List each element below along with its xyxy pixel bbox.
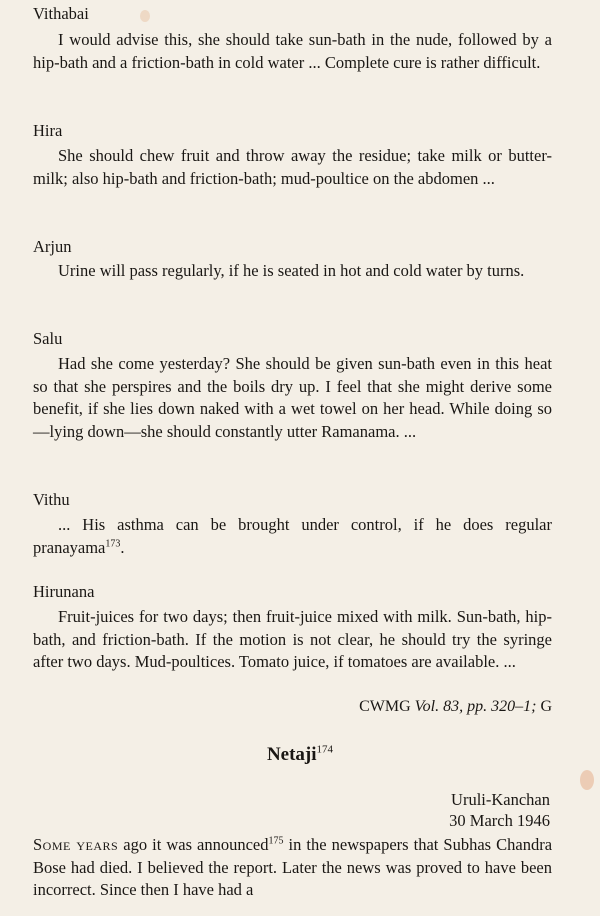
advice-end: . [120,537,125,557]
section-heading [0,744,600,766]
footnote-ref: 173 [105,538,121,549]
speaker-name: Hirunana [33,582,95,601]
speaker-advice: She should chew fruit and throw away the residue; take milk or butter-milk; also hip-bath and friction-bath; mud-poultice on the abdomen ... [33,146,552,188]
section-title: Netaji [266,744,317,765]
citation [359,698,552,716]
body-text: ago it was announced [118,835,269,854]
speaker-advice: Urine will pass regularly, if he is seated in hot and cold water by turns. [58,261,525,280]
citation-source: CWMG [359,698,415,715]
speaker-advice: Had she come yesterday? She should be given sun-bath even in this heat so that she perspires and the boils dry up. I feel that she might derive some benefit, if she lies down naked with a wet towel on her head. While doing so—lying down—she should constantly utter Ramanama. ... [33,354,552,441]
body-text: in the newspapers that Subhas Chandra Bose had died. I believed the report. Later the news was proved to have been incorrect. Since then I have had a [33,835,553,899]
citation-volume: Vol. 83, pp. 320–1; [414,698,537,715]
footnote-ref: 174 [316,743,334,756]
section-body [33,834,552,902]
speaker-advice [33,514,552,559]
footnote-ref: 175 [268,835,284,847]
speaker-advice: Fruit-juices for two days; then fruit-juice mixed with milk. Sun-bath, hip-bath, and friction-bath. If the motion is not clear, he should try the syringe after two days. Mud-poultices. Tomato juice, if tomatoes are available. ... [33,607,552,671]
lead-smallcaps: Some years [33,835,119,854]
speaker-name: Vithu [33,490,70,509]
speaker-name: Arjun [33,237,72,256]
citation-suffix: G [536,698,552,715]
speaker-name: Vithabai [33,4,89,23]
date-line: 30 March 1946 [449,811,550,830]
speaker-name: Hira [33,121,63,140]
place-line: Uruli-Kanchan [451,790,550,809]
speaker-name: Salu [33,329,63,348]
speaker-advice: I would advise this, she should take sun-bath in the nude, followed by a hip-bath and a friction-bath in cold water ... Complete cure is rather difficult. [33,30,552,72]
paper-stain [140,10,150,22]
paper-stain [580,770,594,790]
advice-text: ... His asthma can be brought under control, if he does regular pranayama [33,515,552,557]
